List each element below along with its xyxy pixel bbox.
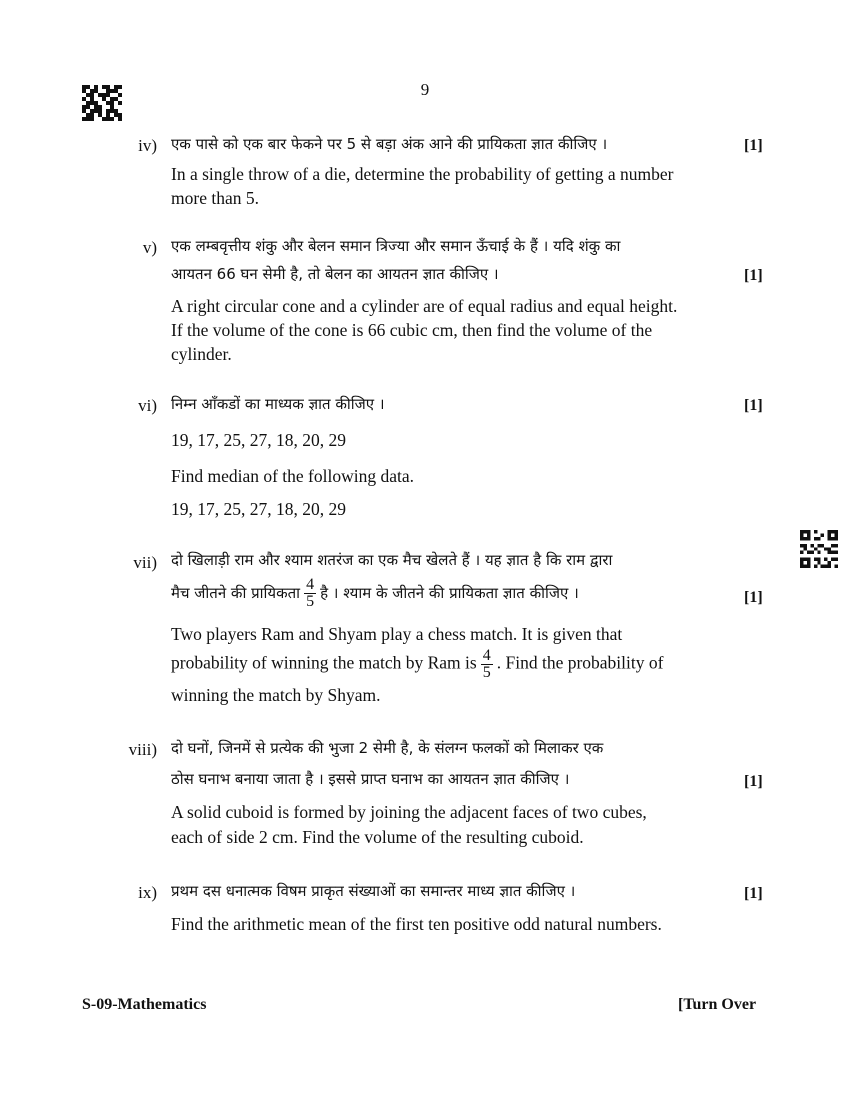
fraction [304, 577, 316, 610]
question-english-text: Two players Ram and Shyam play a chess match. It is given that [171, 624, 623, 644]
question-hindi-text: एक पासे को एक बार फेकने पर 5 से बड़ा अंक आने की प्रायिकता ज्ञात कीजिए । [171, 135, 608, 153]
question-marks: [1] [744, 773, 763, 790]
question-english-text: A right circular cone and a cylinder are of equal radius and equal height. [171, 296, 678, 316]
question-hindi-text: दो घनों, जिनमें से प्रत्येक की भुजा 2 सेमी है, के संलग्न फलकों को मिलाकर एक [171, 739, 604, 757]
question-number: viii) [128, 740, 157, 759]
question-marks: [1] [744, 589, 763, 606]
question-number: v) [142, 238, 157, 257]
hindi-text-part: है । श्याम के जीतने की प्रायिकता ज्ञात कीजिए । [320, 584, 579, 602]
question-hindi-text: प्रथम दस धनात्मक विषम प्राकृत संख्याओं का समान्तर माध्य ज्ञात कीजिए । [171, 882, 576, 900]
question-english-text: winning the match by Shyam. [171, 685, 381, 705]
question-marks: [1] [744, 397, 763, 414]
question-number: ix) [138, 883, 157, 902]
fraction-denominator: 5 [482, 664, 491, 681]
fraction-denominator: 5 [306, 593, 315, 610]
fraction [481, 648, 493, 681]
question-hindi-text: ठोस घनाभ बनाया जाता है । इससे प्राप्त घनाभ का आयतन ज्ञात कीजिए । [171, 770, 570, 788]
fraction-numerator: 4 [306, 576, 315, 593]
fraction-numerator: 4 [482, 647, 491, 664]
question-english-text: If the volume of the cone is 66 cubic cm, then find the volume of the [171, 320, 653, 340]
question-hindi-text [171, 577, 579, 610]
question-hindi-text: आयतन 66 घन सेमी है, तो बेलन का आयतन ज्ञात कीजिए । [171, 265, 499, 283]
page-number: 9 [420, 80, 430, 99]
question-hindi-text: एक लम्बवृत्तीय शंकु और बेलन समान त्रिज्या और समान ऊँचाई के हैं । यदि शंकु का [171, 237, 621, 255]
question-marks: [1] [744, 885, 763, 902]
footer-turn-over: [Turn Over [678, 996, 757, 1013]
english-text-part: probability of winning the match by Ram is [171, 652, 477, 673]
question-english-text: each of side 2 cm. Find the volume of the resulting cuboid. [171, 827, 584, 847]
question-english-text: cylinder. [171, 344, 232, 364]
question-number: vi) [138, 396, 157, 415]
question-english-text: Find median of the following data. [171, 466, 415, 486]
qr-code-side [800, 530, 838, 568]
english-text-part: . Find the probability of [496, 652, 664, 673]
data-values: 19, 17, 25, 27, 18, 20, 29 [171, 499, 346, 519]
question-number: iv) [138, 136, 157, 155]
question-english-text: A solid cuboid is formed by joining the adjacent faces of two cubes, [171, 802, 647, 822]
question-english-text: more than 5. [171, 188, 259, 208]
question-hindi-text: दो खिलाड़ी राम और श्याम शतरंज का एक मैच खेलते हैं । यह ज्ञात है कि राम द्वारा [171, 551, 613, 569]
question-hindi-text: निम्न आँकडों का माध्यक ज्ञात कीजिए । [171, 395, 385, 413]
question-english-text [171, 648, 663, 681]
data-values: 19, 17, 25, 27, 18, 20, 29 [171, 430, 346, 450]
question-marks: [1] [744, 267, 763, 284]
question-number: vii) [133, 553, 157, 572]
footer-subject-code: S-09-Mathematics [82, 996, 207, 1013]
question-marks: [1] [744, 137, 763, 154]
qr-code-top [82, 85, 122, 121]
hindi-text-part: मैच जीतने की प्रायिकता [171, 584, 301, 602]
question-english-text: In a single throw of a die, determine the probability of getting a number [171, 164, 674, 184]
question-english-text: Find the arithmetic mean of the first ten positive odd natural numbers. [171, 914, 662, 934]
